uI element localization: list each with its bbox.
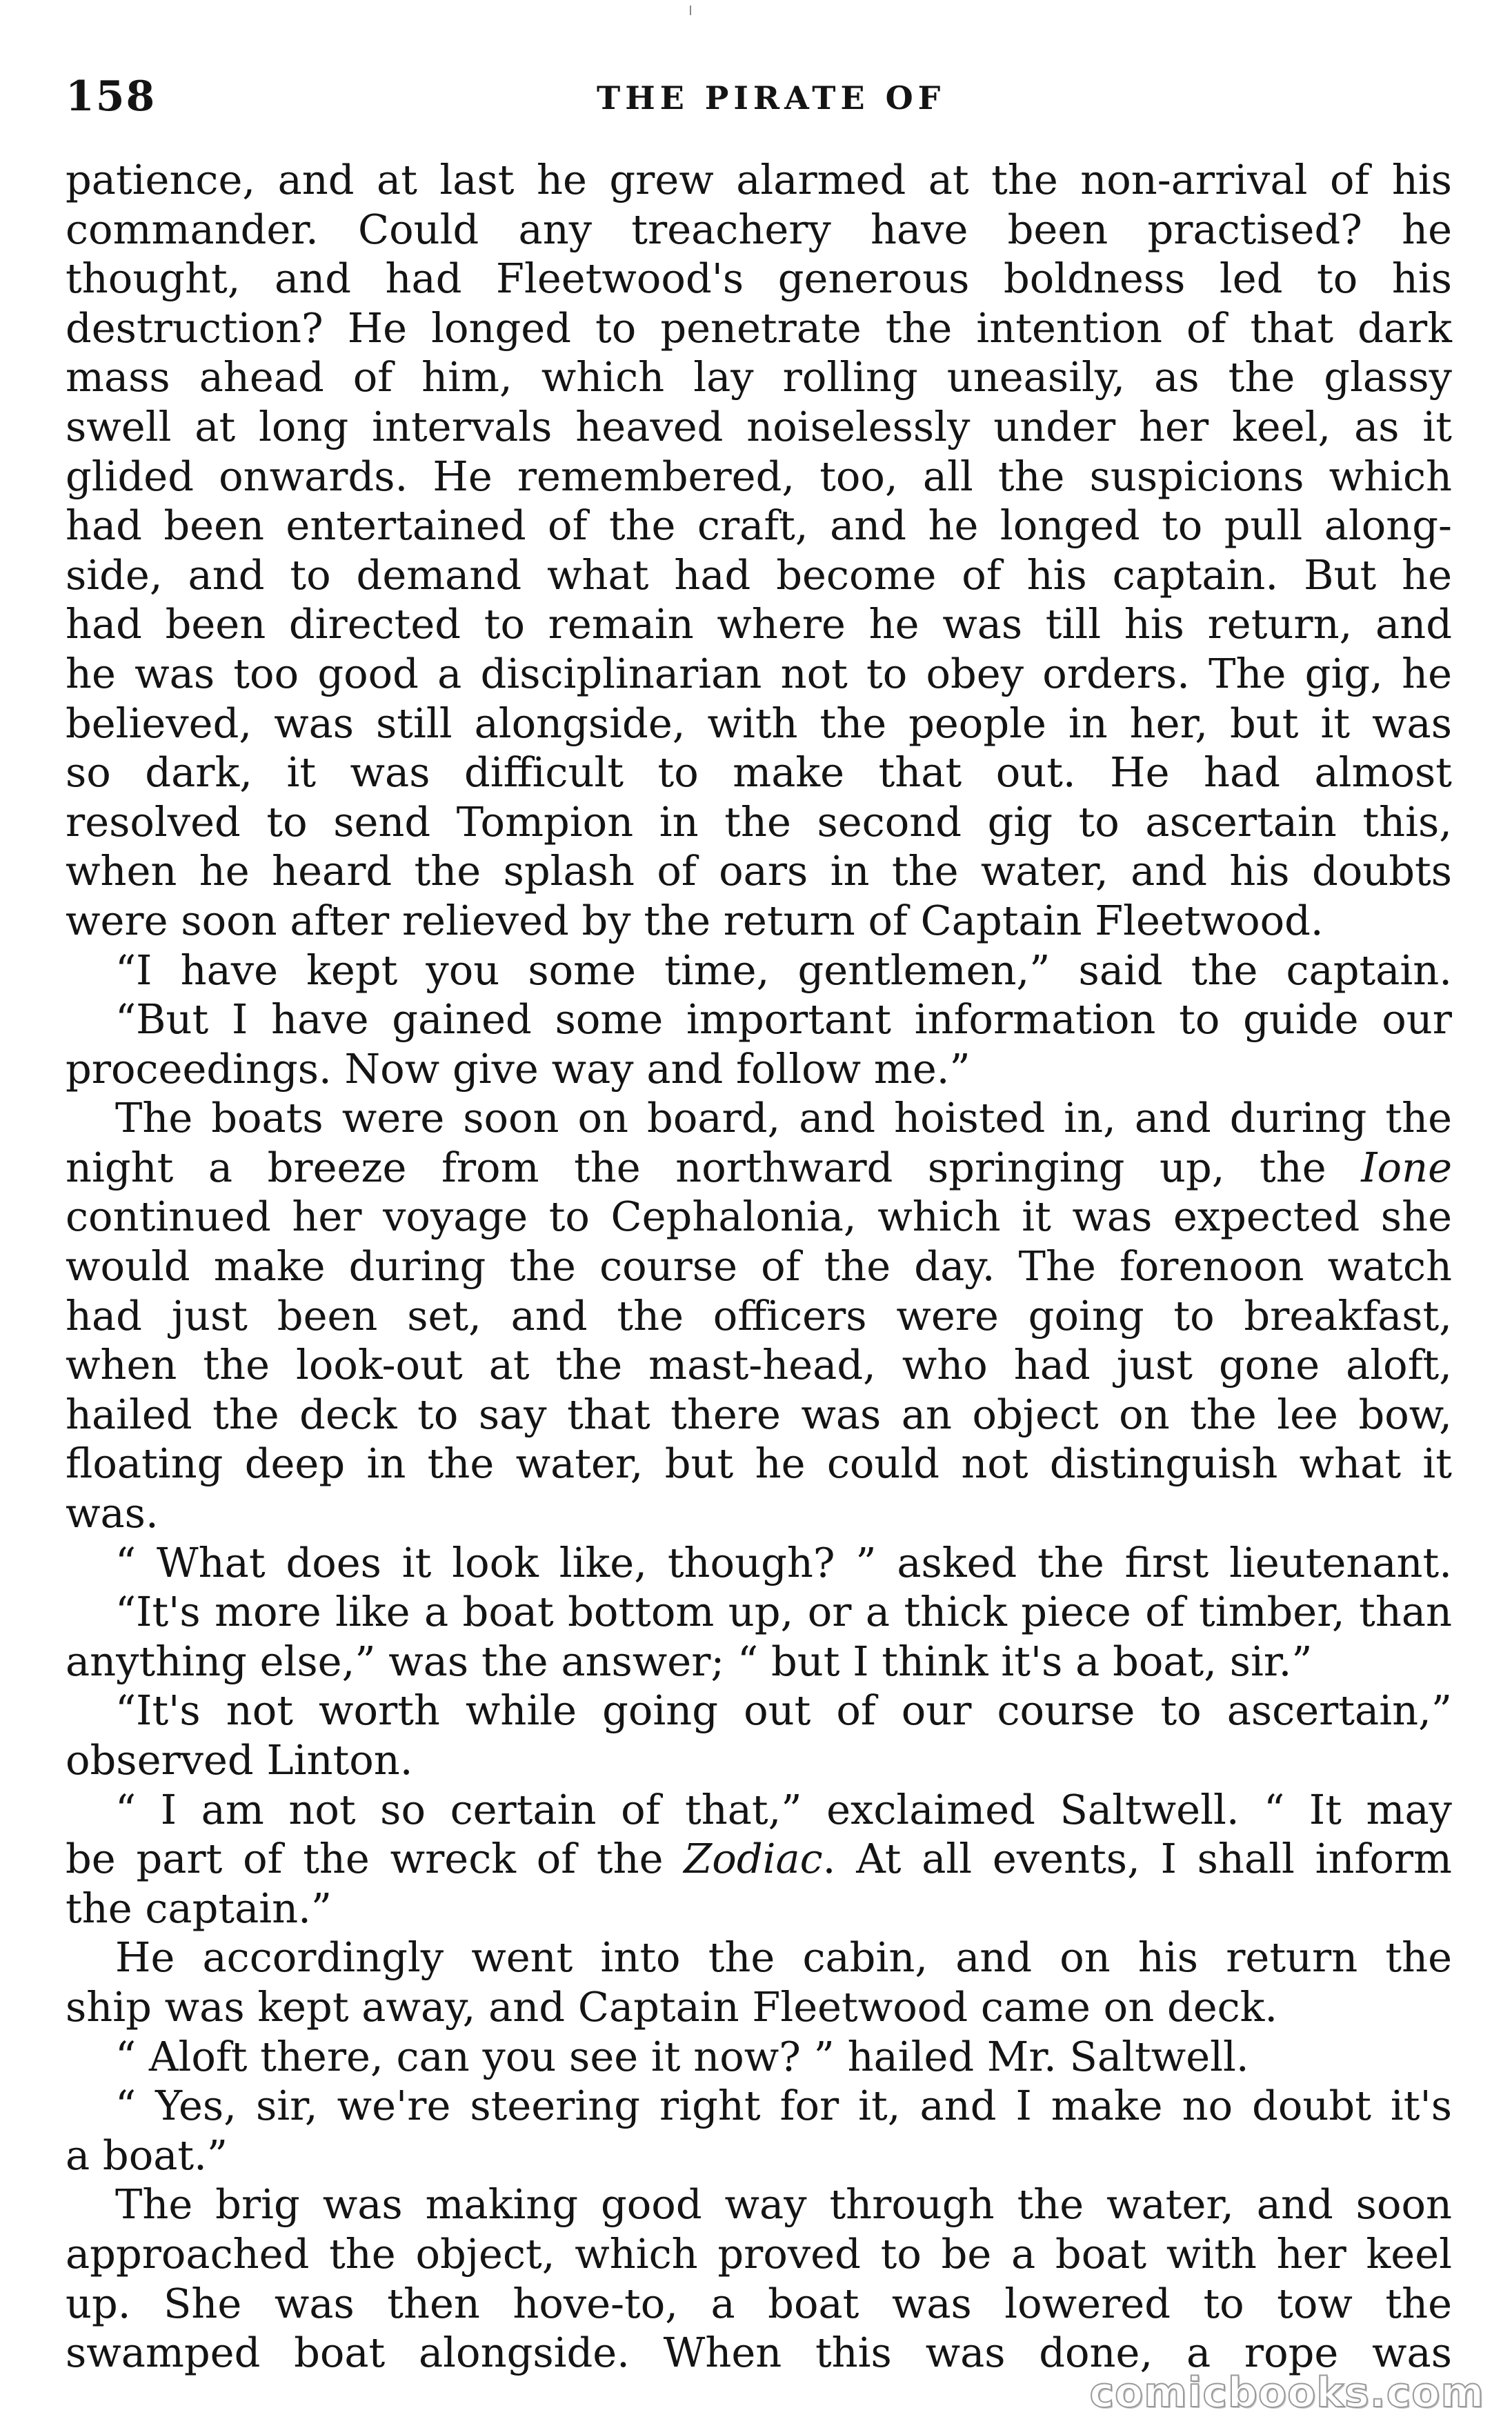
text-line: “I have kept you some time, gentlemen,” said the captain. — [115, 946, 1452, 994]
text-line: up. She was then hove-to, a boat was lowered to tow the — [66, 2279, 1452, 2327]
text-line: “It's more like a boat bottom up, or a thick piece of timber, than — [115, 1588, 1452, 1636]
text-fragment: be part of the wreck of the — [66, 1835, 684, 1883]
text-line: the captain.” — [66, 1884, 332, 1932]
text-line: had been entertained of the craft, and he longed to pull along- — [66, 501, 1452, 550]
running-head — [66, 72, 1449, 135]
text-line: The brig was making good way through the water, and soon — [115, 2180, 1452, 2229]
text-line: “ Yes, sir, we're steering right for it, and I make no doubt it's — [115, 2082, 1452, 2130]
watermark: comicbooks.com — [1089, 2369, 1484, 2417]
text-line: patience, and at last he grew alarmed at the non-arrival of his — [66, 156, 1452, 203]
text-line: had been directed to remain where he was till his return, and — [66, 600, 1452, 648]
text-line: when the look-out at the mast-head, who had just gone aloft, — [66, 1341, 1452, 1389]
text-line: continued her voyage to Cephalonia, which it was expected she — [66, 1193, 1452, 1241]
text-line-with-ship-name — [66, 1143, 1452, 1193]
text-line: approached the object, which proved to be a boat with her keel — [66, 2229, 1452, 2278]
text-line: a boat.” — [66, 2131, 228, 2179]
ship-name-zodiac: Zodiac — [684, 1835, 823, 1883]
text-line: side, and to demand what had become of his captain. But he — [66, 550, 1452, 599]
page-number: 158 — [66, 72, 157, 121]
text-line: mass ahead of him, which lay rolling uneasily, as the glassy — [66, 353, 1452, 401]
text-line: anything else,” was the answer; “ but I think it's a boat, sir.” — [66, 1637, 1313, 1685]
text-line: so dark, it was difficult to make that out. He had almost — [66, 748, 1452, 797]
text-line: “It's not worth while going out of our course to ascertain,” — [115, 1686, 1452, 1735]
text-fragment: night a breeze from the northward springing up, the — [66, 1143, 1362, 1191]
text-line: was. — [66, 1489, 159, 1538]
text-line: thought, and had Fleetwood's generous boldness led to his — [66, 255, 1452, 303]
text-line: “ Aloft there, can you see it now? ” hailed Mr. Saltwell. — [115, 2032, 1249, 2080]
scan-mark — [690, 6, 691, 15]
text-line: “But I have gained some important information to guide our — [115, 995, 1452, 1044]
text-line: observed Linton. — [66, 1736, 413, 1784]
text-line: commander. Could any treachery have been practised? he — [66, 205, 1452, 253]
running-title: THE PIRATE OF — [597, 79, 946, 117]
text-line: he was too good a disciplinarian not to obey orders. The gig, he — [66, 649, 1452, 697]
text-line: ship was kept away, and Captain Fleetwood came on deck. — [66, 1982, 1278, 2031]
text-line: floating deep in the water, but he could not distinguish what it — [66, 1440, 1452, 1488]
text-line: believed, was still alongside, with the people in her, but it was — [66, 699, 1452, 747]
text-line: swell at long intervals heaved noiselessly under her keel, as it — [66, 402, 1452, 450]
body-text — [66, 155, 1452, 2378]
text-fragment: . At all events, I shall inform — [822, 1835, 1452, 1883]
text-line: had just been set, and the officers were going to breakfast, — [66, 1291, 1452, 1340]
ship-name-ione: Ione — [1361, 1143, 1452, 1191]
text-line: destruction? He longed to penetrate the intention of that dark — [66, 304, 1452, 352]
text-line: when he heard the splash of oars in the water, and his doubts — [66, 847, 1452, 895]
text-line: “ What does it look like, though? ” asked the first lieutenant. — [115, 1538, 1452, 1586]
text-line: hailed the deck to say that there was an object on the lee bow, — [66, 1390, 1452, 1438]
text-line: would make during the course of the day. The forenoon watch — [66, 1242, 1452, 1291]
text-line: were soon after relieved by the return of Captain Fleetwood. — [66, 896, 1324, 944]
text-line: The boats were soon on board, and hoisted in, and during the — [115, 1094, 1452, 1142]
text-line-with-ship-name — [66, 1834, 1452, 1884]
text-line: resolved to send Tompion in the second gig to ascertain this, — [66, 797, 1452, 846]
text-line: swamped boat alongside. When this was done, a rope was — [66, 2329, 1452, 2377]
text-line: “ I am not so certain of that,” exclaimed Saltwell. “ It may — [115, 1785, 1452, 1833]
text-line: glided onwards. He remembered, too, all the suspicions which — [66, 452, 1452, 500]
text-line: He accordingly went into the cabin, and on his return the — [115, 1933, 1452, 1982]
text-line: proceedings. Now give way and follow me.” — [66, 1044, 971, 1093]
